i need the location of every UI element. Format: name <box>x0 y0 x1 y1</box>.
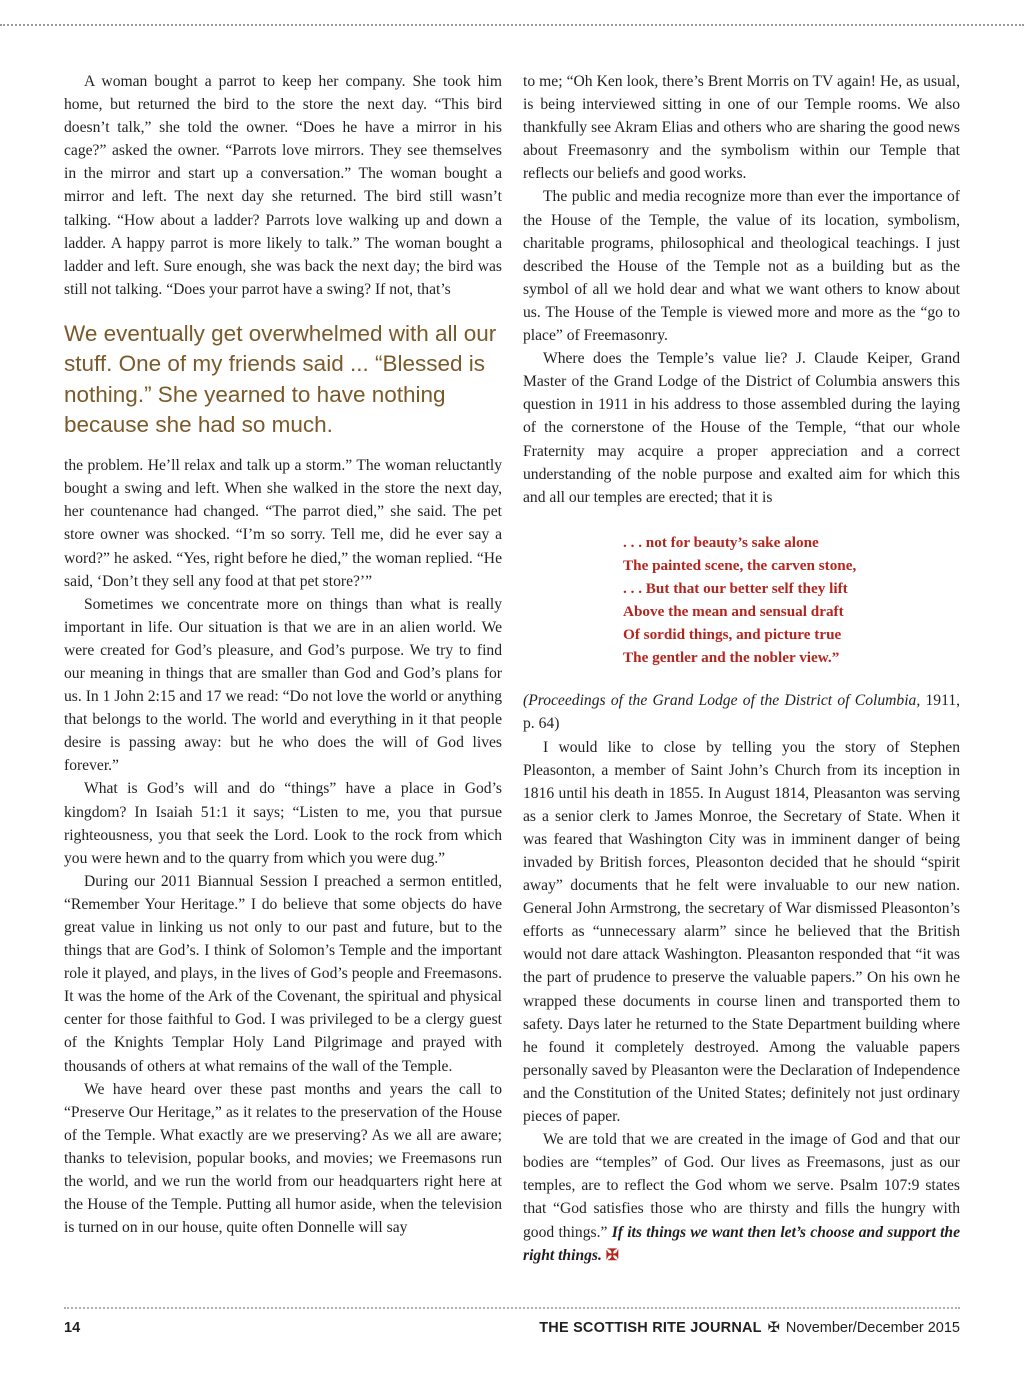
paragraph-things-vs-life: Sometimes we concentrate more on things than what is really important in life. Our situation is that we are in an alien world. We were created for God’s pleasure, and God’s purpose. We try to find our meaning in things that are smaller than God and God’s plans for us. In 1 John 2:15 and 17 we read: “Do not love the world or anything that belongs to the world. The world and everything in it that people desire is passing away: but he who does the will of God lives forever.” <box>64 595 502 775</box>
citation-source: (Proceedings of the Grand Lodge of the District of Columbia, <box>523 692 921 710</box>
poem-line: . . . But that our better self they lift <box>623 579 848 597</box>
paragraph-parrot-story: A woman bought a parrot to keep her company. She took him home, but returned the bird to the store the next day. “This bird doesn’t talk,” she told the owner. “Does he have a mirror in his cage?” asked the owner. “Parrots love mirrors. They see themselves in the mirror and start up a conversation.” The woman bought a mirror and left. The next day she returned. The bird still wasn’t talking. “How about a ladder? Parrots love walking up and down a ladder. A happy parrot is more likely to talk.” The woman bought a ladder and left. Sure enough, she was back the next day; the bird was still not talking. “Does your parrot have a swing? If not, that’s <box>64 73 502 298</box>
right-column <box>523 70 960 1267</box>
paragraph-brent-morris: to me; “Oh Ken look, there’s Brent Morris on TV again! He, as usual, is being interviewed sitting in one of our Temple rooms. We also thankfully see Akram Elias and others who are sharing the good news about Freemasonry and the symbolism within our Temple that reflects our beliefs and good works. <box>523 73 960 183</box>
poem-line: The gentler and the nobler view.” <box>623 649 840 667</box>
page-number: 14 <box>64 1320 81 1336</box>
poem-line: . . . not for beauty’s sake alone <box>623 533 819 551</box>
poem-quote <box>623 531 960 670</box>
paragraph-public-media: The public and media recognize more than ever the importance of the House of the Temple, the value of its location, symbolism, charitable programs, philosophical and theological teachings. I just described the House of the Temple not as a building but as the symbol of all we hold dear and what we want others to know about us. The House of the Temple is viewed more and more as the “go to place” of Freemasonry. <box>523 188 960 345</box>
paragraph-pleasonton-story: I would like to close by telling you the story of Stephen Pleasonton, a member of Saint John’s Church from its inception in 1816 until his death in 1855. In August 1814, Pleasanton was serving as a senior clerk to James Monroe, the Secretary of State. When it was feared that Washington City was in imminent danger of being invaded by British forces, Pleasonton decided that he should “spirit away” documents that he felt were invaluable to our new nation. General John Armstrong, the secretary of War dismissed Pleasonton’s efforts as “unnecessary alarm” since he believed that the British would not dare attack Washington. Pleasanton responded that “it was the part of prudence to preserve the valuable papers.” On his own he wrapped these documents in course linen and transported them to safety. Days later he returned to the State Department building where he found it completely destroyed. Among the valuable papers personally saved by Pleasanton were the Declaration of Independence and the Constitution of the United States; definitely not just ordinary pieces of paper. <box>523 738 960 1126</box>
paragraph-gods-will: What is God’s will and do “things” have a place in God’s kingdom? In Isaiah 51:1 it says; “Listen to me, you that pursue righteousness, you that seek the Lord. Look to the rock from which you were hewn and to the quarry from which you were dug.” <box>64 780 502 867</box>
journal-title: THE SCOTTISH RITE JOURNAL <box>539 1320 762 1336</box>
closing-text: We are told that we are created in the image of God and that our bodies are “temples” of God. Our lives as Freemasons, just as our temples, are to reflect the God whom we serve. Psalm 107:9 states that “God satisfies those who are thirsty and fills the hungry with good things.” <box>523 1131 960 1241</box>
paragraph-temple-value: Where does the Temple’s value lie? J. Claude Keiper, Grand Master of the Grand Lodge of the District of Columbia answers this question in 1911 in his address to those assembled during the laying of the cornerstone of the House of the Temple, “that our whole Fraternity may acquire a proper appreciation and a correct understanding of the noble purpose and exalted aim for which this and all our temples are erected; that it is <box>523 350 960 506</box>
issue-date: November/December 2015 <box>785 1320 960 1336</box>
top-dotted-rule <box>0 24 1024 26</box>
paragraph-preserve-heritage: We have heard over these past months and years the call to “Preserve Our Heritage,” as it relates to the preservation of the House of the Temple. What exactly are we preserving? As we all are aware; thanks to television, popular books, and movies; we Freemasons run the world, and we run the world from our headquarters right here at the House of the Temple. Putting all humor aside, when the television is turned on in our house, quite often Donnelle will say <box>64 1080 502 1237</box>
end-cross-icon: ✠ <box>605 1246 619 1264</box>
closing-emphasis: If its things we want then let’s choose and support the right things. <box>523 1223 960 1264</box>
footer-dotted-rule <box>64 1307 960 1309</box>
poem-line: Of sordid things, and picture true <box>623 626 842 644</box>
paragraph-biannual-session: During our 2011 Biannual Session I preached a sermon entitled, “Remember Your Heritage.” I do believe that some objects do have great value in linking us not only to our past and future, but to the things that are God’s. I think of Solomon’s Temple and the important role it played, and plays, in the lives of God’s people and Freemasons. It was the home of the Ark of the Covenant, the spiritual and physical center for those faithful to God. I was privileged to be a clergy guest of the Knights Templar Holy Land Pilgrimage and prayed with thousands of others at what remains of the wall of the Temple. <box>64 872 502 1075</box>
poem-line: Above the mean and sensual draft <box>623 603 844 621</box>
cross-icon: ✠ <box>767 1320 780 1336</box>
citation-year-page: 1911, p. 64) <box>523 692 961 733</box>
footer-publication <box>539 1320 960 1336</box>
pull-quote: We eventually get overwhelmed with all our stuff. One of my friends said ... “Blessed is nothing.” She yearned to have nothing because she had so much. <box>64 320 497 437</box>
left-column <box>64 70 502 1239</box>
page-footer <box>64 1318 960 1342</box>
citation <box>523 689 960 735</box>
poem-line: The painted scene, the carven stone, <box>623 556 857 574</box>
paragraph-closing <box>523 1128 960 1267</box>
paragraph-parrot-ending: the problem. He’ll relax and talk up a storm.” The woman reluctantly bought a swing and left. When she walked in the store the next day, her countenance had changed. “The parrot died,” she said. The pet store owner was shocked. “I’m so sorry. Tell me, did he ever say a word?” he asked. “Yes, right before he died,” the woman replied. “He said, ‘Don’t they sell any food at that pet store?’” <box>64 457 502 590</box>
